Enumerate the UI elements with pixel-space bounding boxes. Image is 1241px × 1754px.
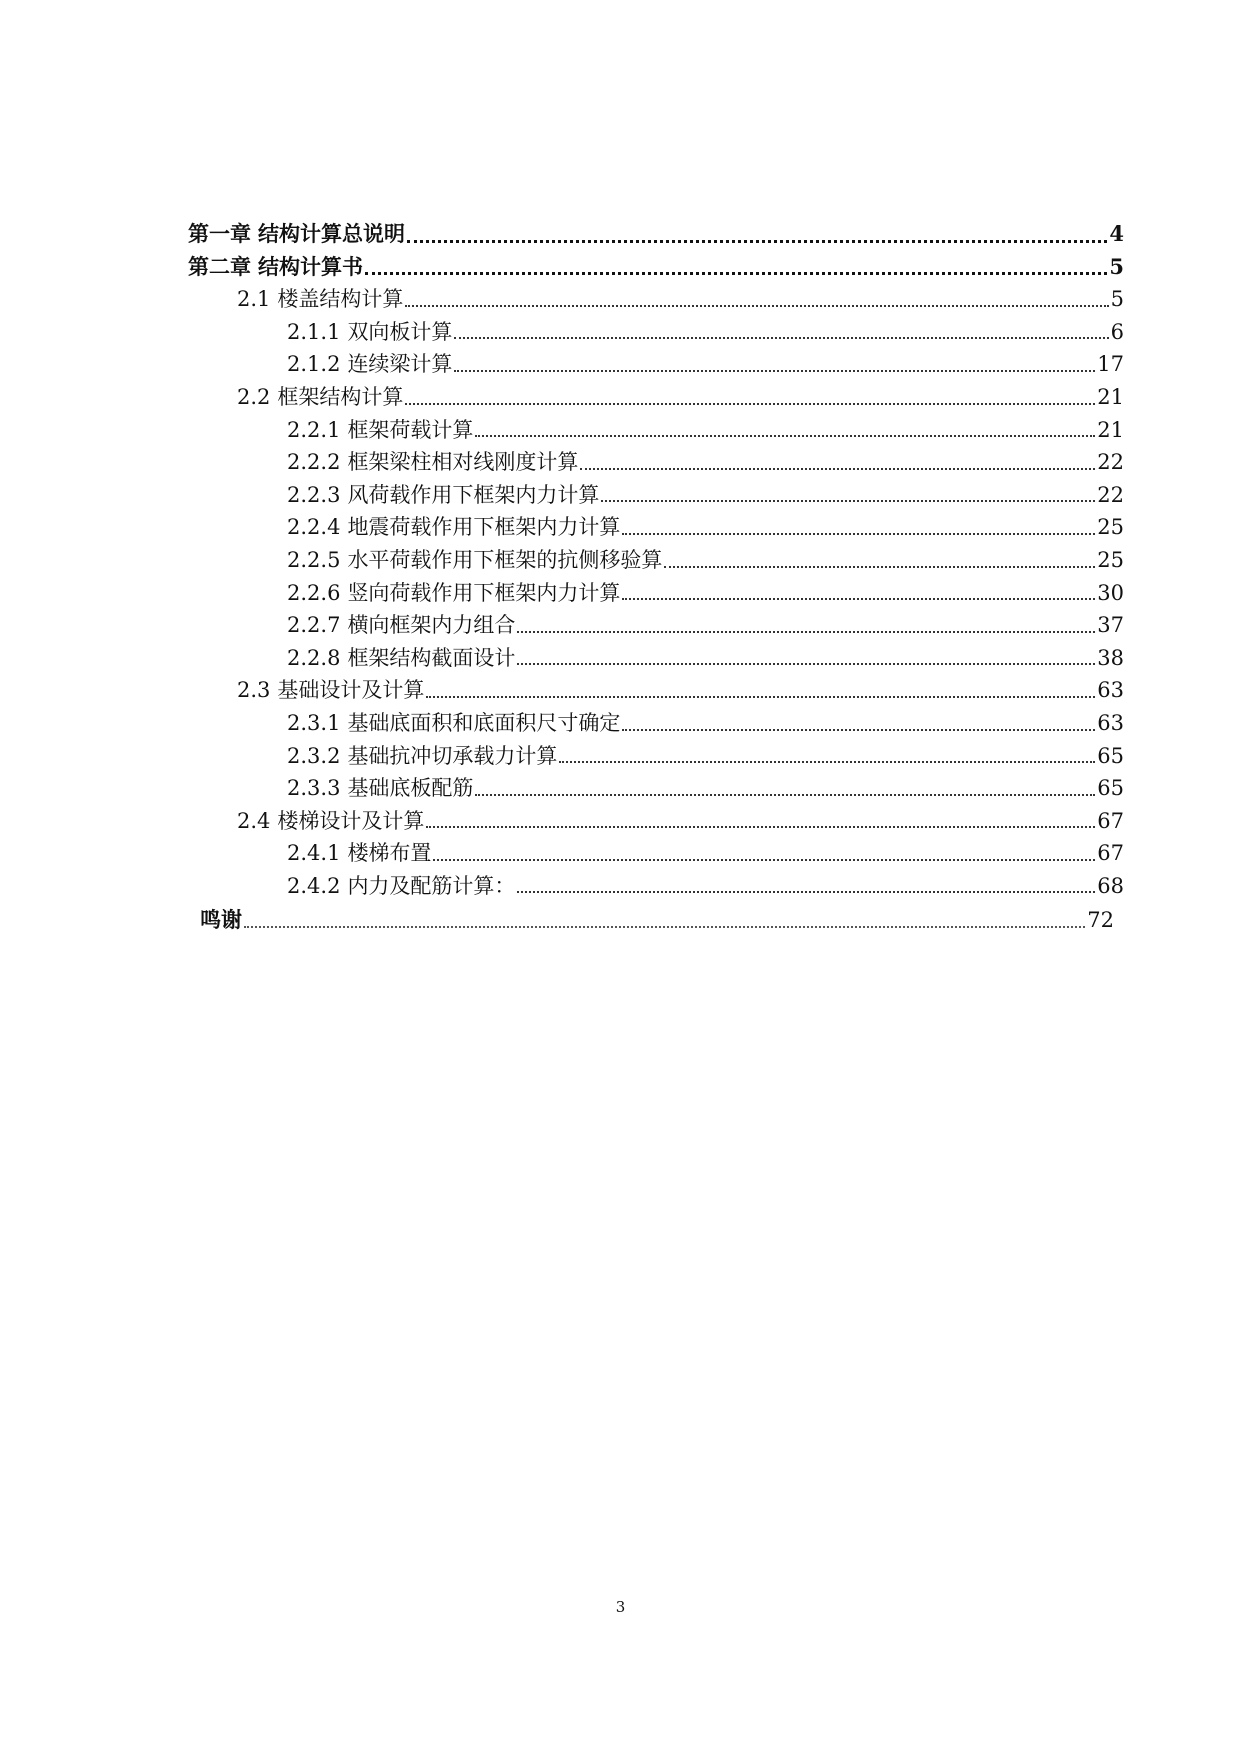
toc-entry-page: 65: [1097, 743, 1124, 768]
toc-entry-page: 67: [1097, 841, 1124, 866]
toc-entry-2-2-8[interactable]: [188, 642, 1124, 675]
toc-entry-page: 17: [1097, 352, 1124, 377]
toc-entry-title: 结构计算书: [258, 253, 363, 279]
dot-leader: [601, 499, 1095, 502]
toc-entry-title: 地震荷载作用下框架内力计算: [347, 515, 621, 540]
toc-entry-number: 2.2.1: [287, 417, 341, 442]
toc-entry-number: 第二章: [188, 253, 251, 279]
toc-entry-page: 63: [1097, 710, 1124, 735]
toc-entry-page: 38: [1097, 645, 1124, 670]
toc-entry-number: 2.1: [237, 287, 271, 312]
dot-leader: [580, 467, 1095, 470]
toc-entry-page: 63: [1097, 678, 1124, 703]
toc-entry-title: 双向板计算: [347, 319, 453, 344]
toc-entry-2-3-3[interactable]: [188, 772, 1124, 805]
toc-entry-2-2-6[interactable]: [188, 577, 1124, 610]
toc-entry-number: 2.4.2: [287, 873, 341, 898]
dot-leader: [475, 434, 1095, 437]
toc-entry-number: 2.3.3: [287, 776, 341, 801]
toc-entry-2-4-2[interactable]: [188, 870, 1124, 903]
toc-entry-page: 4: [1109, 221, 1124, 246]
toc-entry-2-3-1[interactable]: [188, 707, 1124, 740]
toc-entry-number: 2.4.1: [287, 841, 341, 866]
toc-entry-2-2-2[interactable]: [188, 446, 1124, 479]
toc-entry-page: 65: [1097, 776, 1124, 801]
toc-entry-2-2-4[interactable]: [188, 511, 1124, 544]
toc-entry-2-2-5[interactable]: [188, 544, 1124, 577]
dot-leader: [454, 369, 1095, 372]
dot-leader: [622, 597, 1095, 600]
toc-entry-page: 21: [1097, 384, 1124, 409]
dot-leader: [433, 858, 1095, 861]
table-of-contents: [188, 218, 1124, 937]
toc-entry-2-2-7[interactable]: [188, 609, 1124, 642]
toc-entry-2-1-1[interactable]: [188, 316, 1124, 349]
toc-entry-title: 结构计算总说明: [258, 221, 405, 246]
toc-entry-chapter-1[interactable]: [188, 218, 1124, 251]
toc-entry-title: 鸣谢: [200, 907, 242, 933]
toc-entry-title: 基础底面积和底面积尺寸确定: [347, 710, 621, 735]
toc-entry-number: 2.3.1: [287, 710, 341, 735]
dot-leader: [517, 630, 1095, 633]
dot-leader: [664, 565, 1095, 568]
dot-leader: [426, 695, 1095, 698]
toc-entry-title: 楼盖结构计算: [277, 287, 404, 312]
toc-entry-acknowledgement[interactable]: [188, 904, 1124, 937]
toc-entry-title: 连续梁计算: [347, 352, 453, 377]
dot-leader: [365, 271, 1107, 275]
toc-entry-number: 2.1.1: [287, 319, 341, 344]
toc-entry-title: 框架荷载计算: [347, 417, 474, 442]
toc-entry-number: 2.2: [237, 384, 271, 409]
toc-entry-title: 框架梁柱相对线刚度计算: [347, 450, 579, 475]
toc-entry-page: 68: [1097, 873, 1124, 898]
dot-leader: [426, 825, 1095, 828]
dot-leader: [517, 890, 1095, 893]
toc-entry-number: 2.2.7: [287, 613, 341, 638]
toc-entry-2-4[interactable]: [188, 805, 1124, 838]
toc-entry-page: 5: [1109, 253, 1124, 279]
toc-entry-title: 风荷载作用下框架内力计算: [347, 482, 600, 507]
toc-entry-page: 21: [1097, 417, 1124, 442]
toc-entry-chapter-2[interactable]: [188, 251, 1124, 284]
toc-entry-number: 2.2.3: [287, 482, 341, 507]
toc-entry-page: 22: [1097, 450, 1124, 475]
toc-entry-title: 基础设计及计算: [277, 678, 425, 703]
toc-entry-number: 2.4: [237, 808, 271, 833]
toc-entry-page: 67: [1097, 808, 1124, 833]
toc-entry-2-3-2[interactable]: [188, 740, 1124, 773]
toc-entry-title: 横向框架内力组合: [347, 613, 516, 638]
toc-entry-number: 2.2.8: [287, 645, 341, 670]
toc-entry-number: 第一章: [188, 221, 251, 246]
toc-entry-title: 楼梯布置: [347, 841, 432, 866]
toc-entry-title: 竖向荷载作用下框架内力计算: [347, 580, 621, 605]
dot-leader: [454, 336, 1108, 339]
toc-entry-2-2-3[interactable]: [188, 479, 1124, 512]
dot-leader: [407, 239, 1107, 243]
dot-leader: [244, 925, 1085, 928]
toc-entry-number: 2.2.4: [287, 515, 341, 540]
toc-entry-title: 框架结构截面设计: [347, 645, 516, 670]
toc-entry-title: 楼梯设计及计算: [277, 808, 425, 833]
toc-entry-number: 2.3.2: [287, 743, 341, 768]
toc-entry-page: 22: [1097, 482, 1124, 507]
toc-entry-page: 5: [1110, 287, 1124, 312]
dot-leader: [622, 532, 1095, 535]
toc-entry-2-1-2[interactable]: [188, 348, 1124, 381]
dot-leader: [405, 304, 1108, 307]
toc-entry-2-1[interactable]: [188, 283, 1124, 316]
toc-entry-number: 2.3: [237, 678, 271, 703]
toc-entry-title: 框架结构计算: [277, 384, 404, 409]
toc-entry-title: 基础抗冲切承载力计算: [347, 743, 558, 768]
dot-leader: [517, 662, 1095, 665]
toc-entry-page: 30: [1097, 580, 1124, 605]
toc-entry-page: 25: [1097, 547, 1124, 572]
dot-leader: [475, 793, 1095, 796]
toc-entry-number: 2.2.2: [287, 450, 341, 475]
toc-entry-title: 基础底板配筋: [347, 776, 474, 801]
page-number: 3: [615, 1598, 626, 1616]
toc-entry-title: 内力及配筋计算：: [347, 873, 516, 898]
toc-entry-title: 水平荷载作用下框架的抗侧移验算: [347, 547, 663, 572]
toc-entry-number: 2.2.5: [287, 547, 341, 572]
toc-entry-page: 72: [1087, 908, 1114, 933]
toc-entry-2-2[interactable]: [188, 381, 1124, 414]
dot-leader: [405, 402, 1095, 405]
toc-entry-2-2-1[interactable]: [188, 414, 1124, 447]
toc-entry-2-3[interactable]: [188, 674, 1124, 707]
dot-leader: [622, 728, 1095, 731]
toc-entry-number: 2.1.2: [287, 352, 341, 377]
toc-entry-page: 25: [1097, 515, 1124, 540]
toc-entry-page: 37: [1097, 613, 1124, 638]
toc-entry-2-4-1[interactable]: [188, 837, 1124, 870]
dot-leader: [559, 760, 1095, 763]
toc-entry-page: 6: [1110, 319, 1124, 344]
toc-entry-number: 2.2.6: [287, 580, 341, 605]
